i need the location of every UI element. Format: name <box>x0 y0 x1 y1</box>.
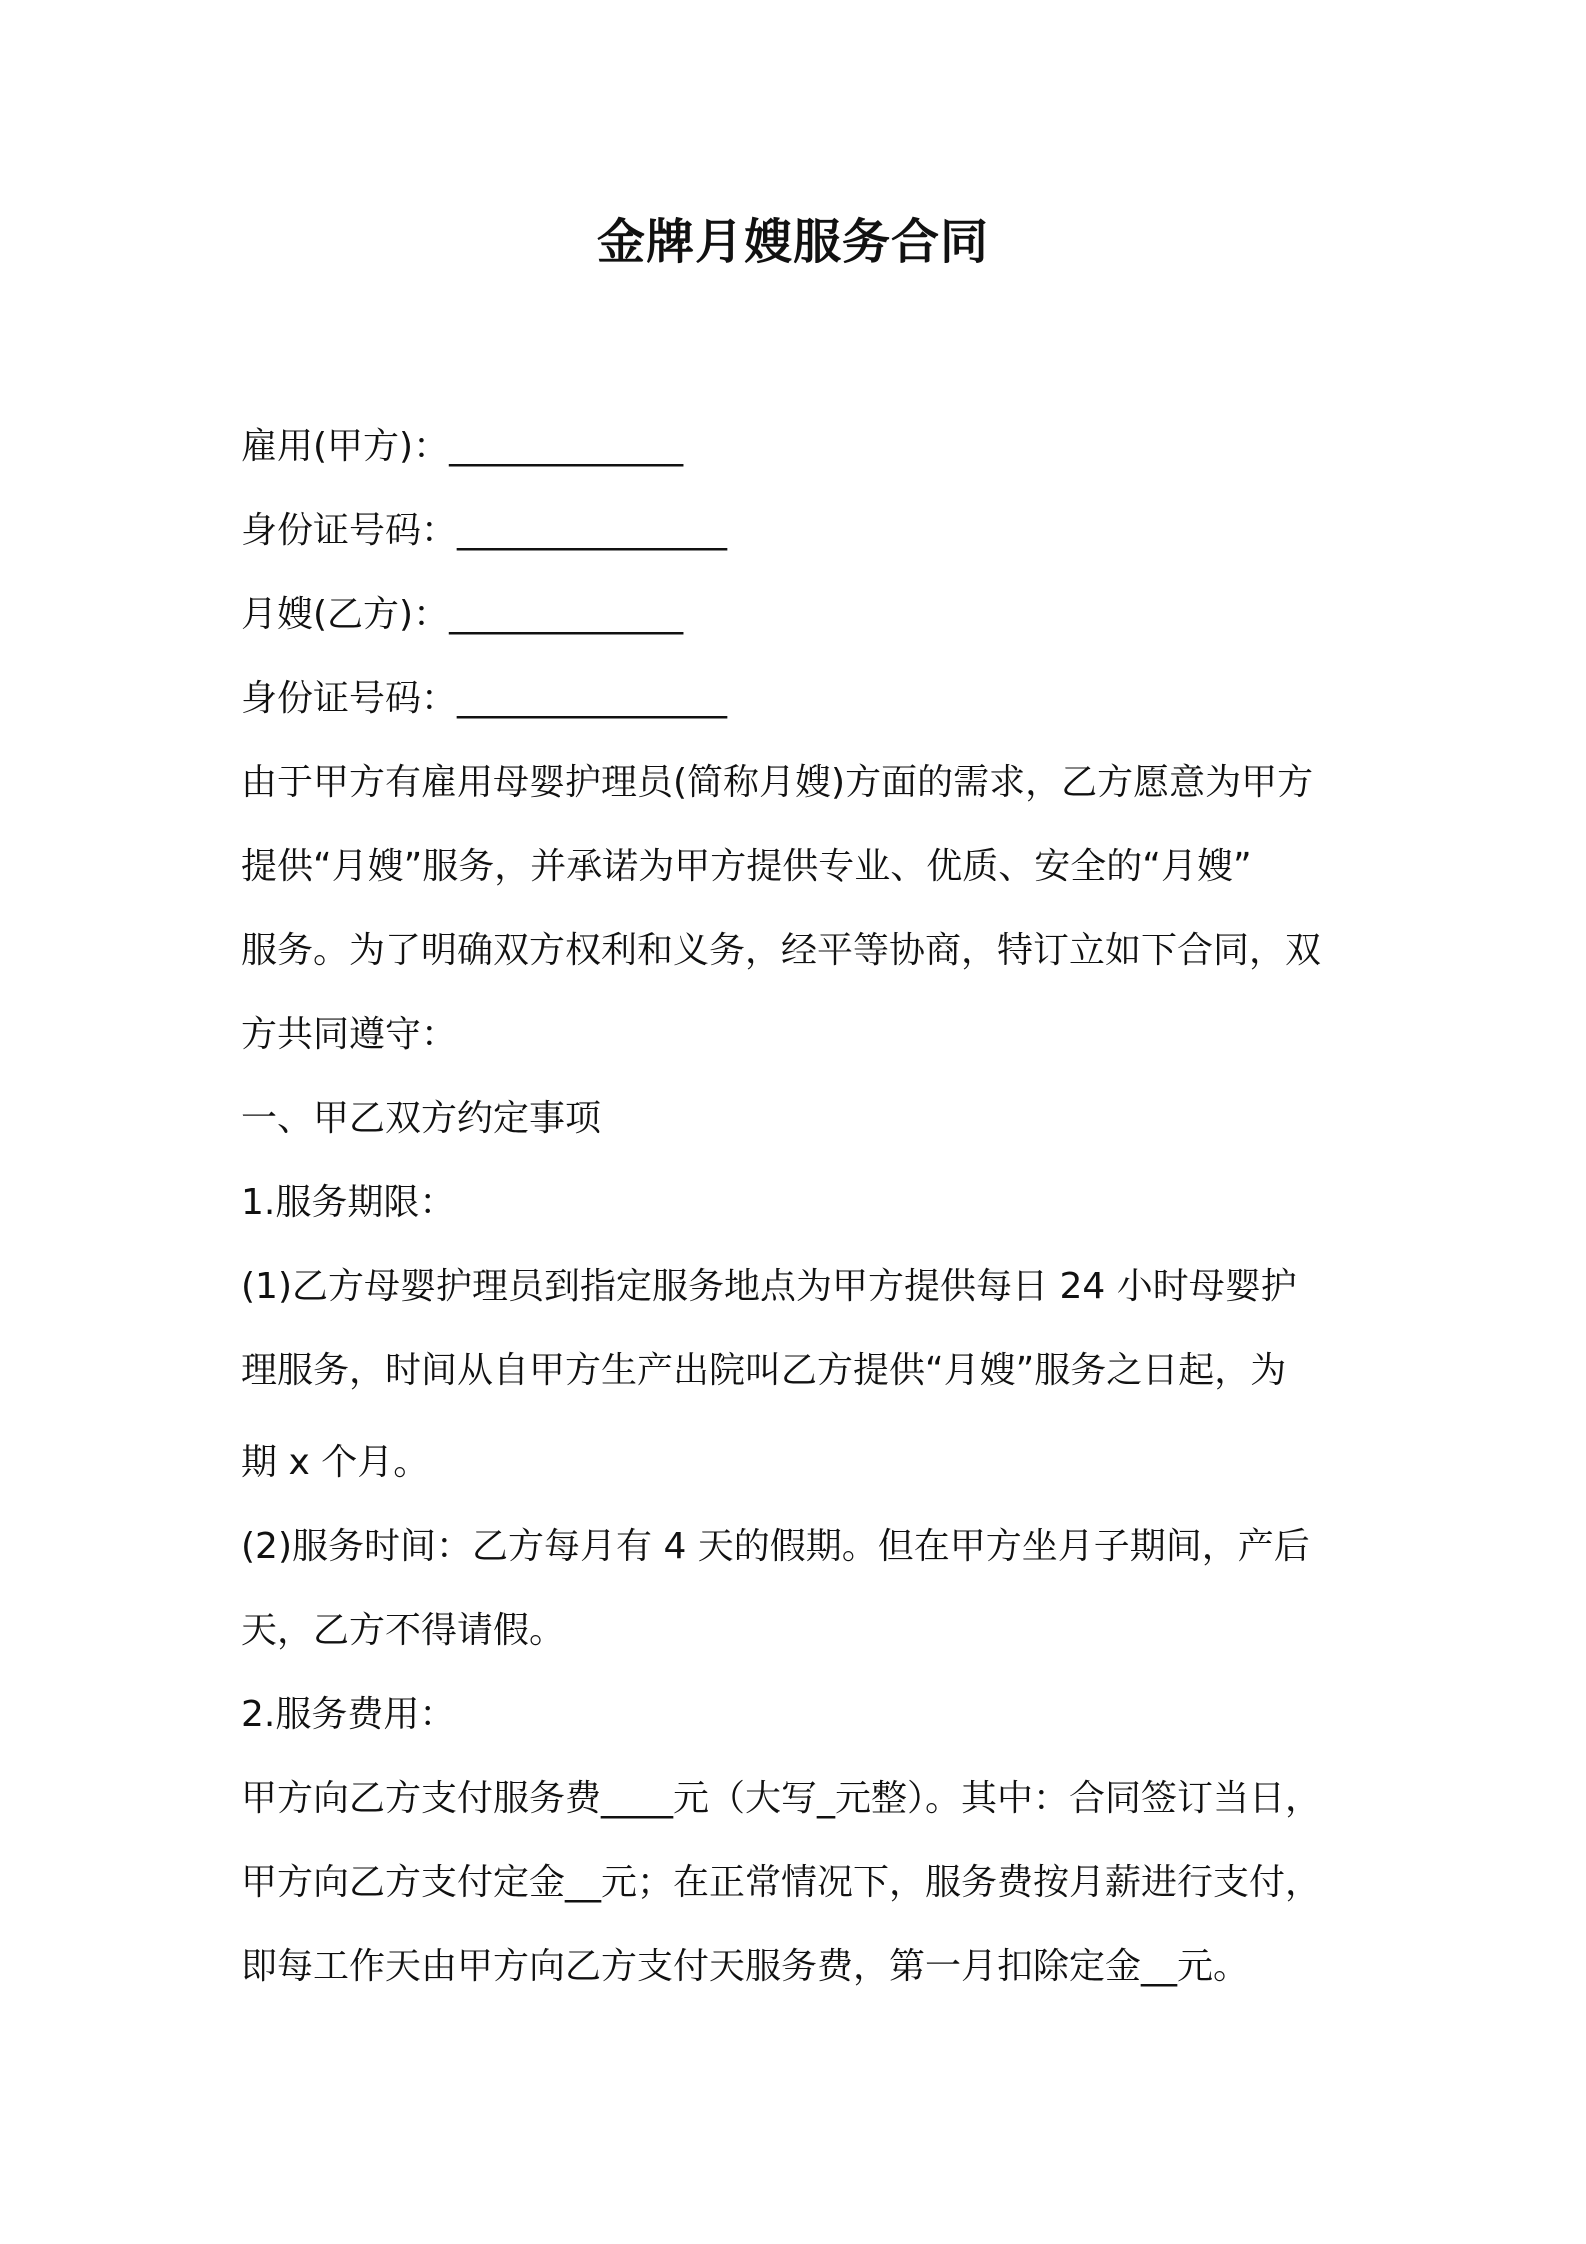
clause-2-line-1: 甲方向乙方支付服务费____元（大写_元整）。其中：合同签订当日， <box>241 1778 1322 1819</box>
nanny-line: 月嫂(乙方)：_____________ <box>241 594 684 635</box>
employer-line: 雇用(甲方)：_____________ <box>241 426 684 467</box>
document-title: 金牌月嫂服务合同 <box>596 214 989 270</box>
preamble-line-3: 服务。为了明确双方权利和义务，经平等协商，特订立如下合同，双 <box>241 930 1322 971</box>
clause-1-2-line-1: (2)服务时间：乙方每月有 4 天的假期。但在甲方坐月子期间，产后 <box>241 1526 1310 1567</box>
employer-id-line: 身份证号码：_______________ <box>241 510 728 551</box>
clause-heading-service-term: 1.服务期限： <box>241 1182 456 1223</box>
clause-1-1-line-2: 理服务，时间从自甲方生产出院叫乙方提供“月嫂”服务之日起，为 <box>241 1350 1287 1391</box>
document-body <box>241 405 1351 2009</box>
preamble-line-2: 提供“月嫂”服务，并承诺为甲方提供专业、优质、安全的“月嫂” <box>241 846 1252 887</box>
preamble-line-1: 由于甲方有雇用母婴护理员(简称月嫂)方面的需求，乙方愿意为甲方 <box>241 762 1314 803</box>
clause-1-1-line-1: (1)乙方母婴护理员到指定服务地点为甲方提供每日 24 小时母婴护 <box>241 1266 1297 1307</box>
nanny-id-line: 身份证号码：_______________ <box>241 678 728 719</box>
preamble-line-4: 方共同遵守： <box>241 1014 458 1055</box>
clause-1-1-line-3: 期 x 个月。 <box>241 1442 430 1483</box>
clause-1-2-line-2: 天，乙方不得请假。 <box>241 1610 566 1651</box>
section-heading-1: 一、甲乙双方约定事项 <box>241 1098 602 1139</box>
clause-heading-service-fee: 2.服务费用： <box>241 1694 456 1735</box>
clause-2-line-3: 即每工作天由甲方向乙方支付天服务费，第一月扣除定金__元。 <box>241 1946 1250 1987</box>
clause-2-line-2: 甲方向乙方支付定金__元；在正常情况下，服务费按月薪进行支付， <box>241 1862 1322 1903</box>
